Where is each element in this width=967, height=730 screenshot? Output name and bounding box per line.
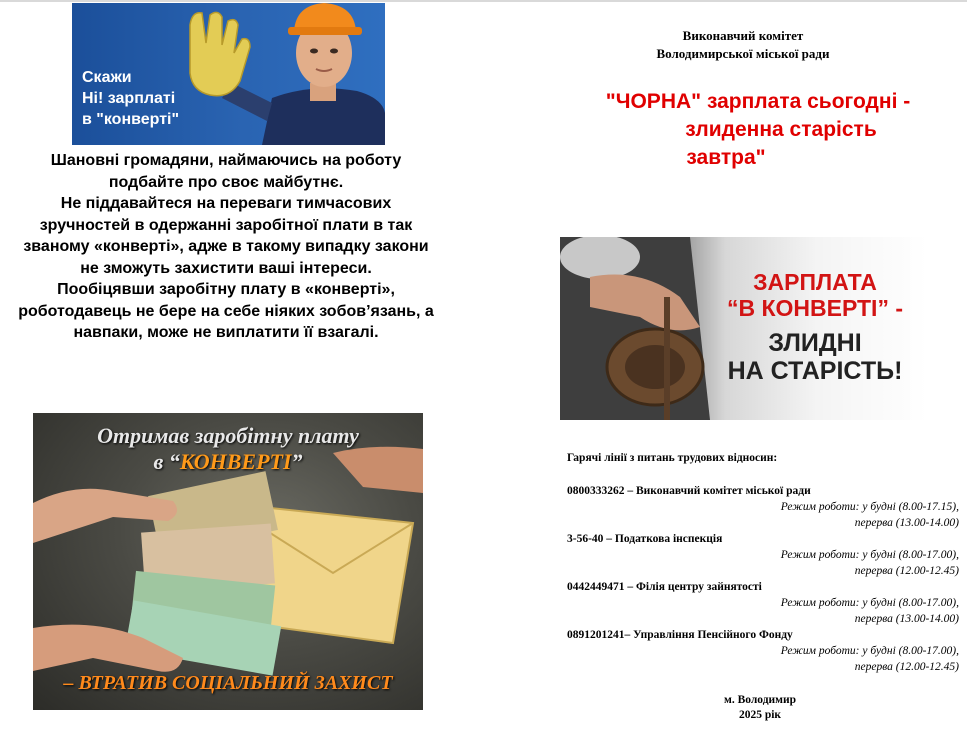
appeal-paragraph-1: Шановні громадяни, наймаючись на роботу подбайте про своє майбутнє. xyxy=(50,152,402,191)
envelope-caption-top xyxy=(33,423,423,475)
slogan-line-1: "ЧОРНА" зарплата сьогодні - xyxy=(605,90,911,113)
say-no-banner xyxy=(72,3,385,145)
poverty-line-2: “В КОНВЕРТІ” - xyxy=(726,295,903,321)
footer-city: м. Володимир xyxy=(723,694,797,706)
hotline-number: 0442449471 – Філія центру зайнятості xyxy=(567,581,762,593)
envelope-banner xyxy=(33,413,423,710)
footer-year: 2025 рік xyxy=(738,709,782,721)
hotline-entry xyxy=(567,531,959,579)
hotline-entry xyxy=(567,627,959,675)
slogan-line-3: завтра" xyxy=(686,146,766,169)
committee-header xyxy=(560,27,926,63)
hotline-break: перерва (12.00-12.45) xyxy=(854,565,959,577)
appeal-text xyxy=(16,150,436,344)
slogan-line-2: злиденна старість xyxy=(685,118,877,141)
hotline-break: перерва (12.00-12.45) xyxy=(854,661,959,673)
hotline-schedule: Режим роботи: у будні (8.00-17.15), xyxy=(780,501,959,513)
envelope-caption-bottom: – ВТРАТИВ СОЦІАЛЬНИЙ ЗАХИСТ xyxy=(63,672,393,694)
say-no-line-3: в "конверті" xyxy=(82,111,180,128)
poverty-line-4: НА СТАРІСТЬ! xyxy=(727,357,903,385)
top-border xyxy=(0,0,967,2)
hotline-number: 0800333262 – Виконавчий комітет міської ради xyxy=(567,485,811,497)
hotline-schedule: Режим роботи: у будні (8.00-17.00), xyxy=(780,549,959,561)
envelope-caption-prefix: в “ xyxy=(153,449,180,474)
hotlines xyxy=(567,450,959,675)
envelope-caption-suffix: ” xyxy=(291,449,303,474)
hotline-number: 3-56-40 – Податкова інспекція xyxy=(567,533,723,545)
appeal-paragraph-2: Не піддавайтеся на переваги тимчасових зручностей в одержанні заробітної плати в так званому «конверті», адже в такому випадку закони не зможуть захистити ваші інтереси. xyxy=(23,195,429,277)
hotlines-title: Гарячі лінії з питань трудових відносин: xyxy=(567,452,778,464)
envelope-caption-line-1: Отримав заробітну плату xyxy=(97,423,359,448)
appeal-paragraph-3: Пообіцявши заробітну плату в «конверті», роботодавець не бере на себе ніяких зобов’язань, а навпаки, може не виплатити її взагалі. xyxy=(18,281,434,341)
poverty-subline xyxy=(710,329,920,385)
footer xyxy=(660,693,860,723)
hotline-break: перерва (13.00-14.00) xyxy=(854,613,959,625)
envelope-caption-line-2 xyxy=(33,449,423,475)
poverty-line-3: ЗЛИДНІ xyxy=(768,329,862,357)
slogan xyxy=(548,88,964,172)
hotline-schedule: Режим роботи: у будні (8.00-17.00), xyxy=(780,645,959,657)
committee-line-2: Володимирської міської ради xyxy=(656,46,830,61)
committee-line-1: Виконавчий комітет xyxy=(682,28,804,43)
hotline-entry xyxy=(567,579,959,627)
hotline-schedule: Режим роботи: у будні (8.00-17.00), xyxy=(780,597,959,609)
poverty-banner xyxy=(560,237,927,420)
hotline-number: 0891201241– Управління Пенсійного Фонду xyxy=(567,629,793,641)
hotline-break: перерва (13.00-14.00) xyxy=(854,517,959,529)
say-no-text xyxy=(82,67,179,130)
say-no-line-2: Ні! зарплаті xyxy=(82,90,176,107)
envelope-caption-highlight: КОНВЕРТІ xyxy=(179,449,292,474)
poverty-headline xyxy=(710,269,920,321)
say-no-line-1: Скажи xyxy=(82,69,132,86)
hotline-entry xyxy=(567,483,959,531)
poverty-line-1: ЗАРПЛАТА xyxy=(753,269,877,295)
